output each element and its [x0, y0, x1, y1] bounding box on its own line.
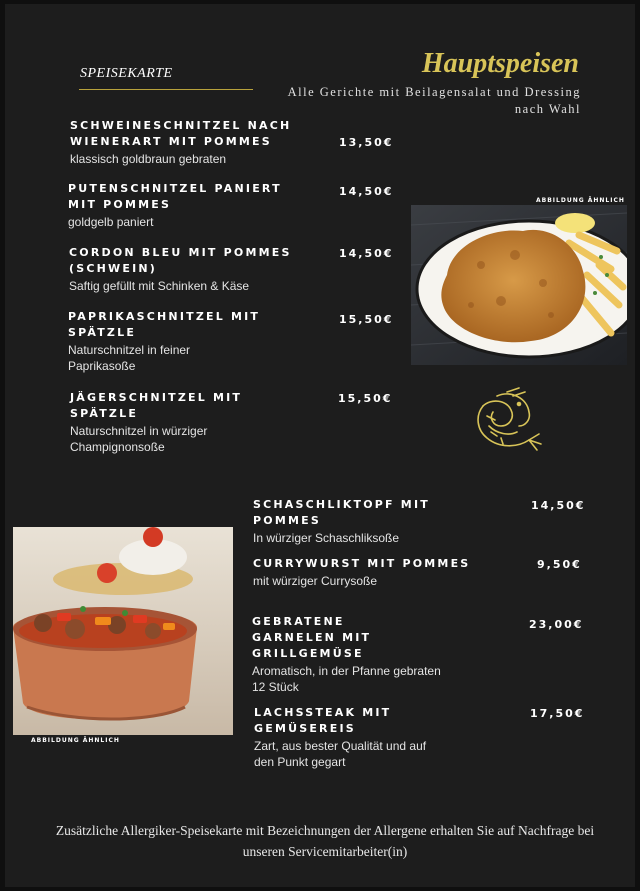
menu-item [254, 705, 494, 770]
menu-item [70, 118, 300, 167]
menu-item [253, 497, 493, 546]
menu-page [5, 4, 635, 887]
dish-description: Saftig gefüllt mit Schinken & Käse [69, 279, 250, 293]
dish-price: 9,50€ [537, 558, 582, 571]
dish-price: 13,50€ [339, 136, 394, 149]
menu-item [253, 556, 493, 589]
dish-price: 15,50€ [338, 392, 393, 405]
dish-description: Aromatisch, in der Pfanne gebraten 12 Stück [252, 664, 441, 694]
brand-underline [79, 89, 253, 90]
allergen-footer-note: Zusätzliche Allergiker-Speisekarte mit Bezeichnungen der Allergene erhalten Sie auf Nachfrage bei unseren Servicemitarbeiter(in) [55, 823, 595, 859]
dish-description: Naturschnitzel in würziger Champignonsoße [70, 424, 208, 454]
dish-name: CORDON BLEU MIT POMMES (SCHWEIN) [69, 246, 292, 275]
dish-price: 23,00€ [529, 618, 584, 631]
dish-name: PAPRIKASCHNITZEL MIT SPÄTZLE [68, 310, 261, 339]
dish-price: 14,50€ [339, 185, 394, 198]
dish-description: klassisch goldbraun gebraten [70, 152, 227, 166]
dish-name: PUTENSCHNITZEL PANIERT MIT POMMES [68, 182, 282, 211]
dish-description: goldgelb paniert [68, 215, 154, 229]
menu-item [252, 614, 462, 695]
page-title: Hauptspeisen [421, 48, 579, 79]
schnitzel-photo [411, 205, 627, 365]
dish-name: SCHWEINESCHNITZEL NACH WIENERART MIT POMMES [70, 119, 292, 148]
stew-photo [13, 527, 233, 735]
dish-name: JÄGERSCHNITZEL MIT SPÄTZLE [70, 391, 243, 420]
menu-item [68, 309, 268, 374]
menu-item [69, 245, 299, 294]
dish-name: SCHASCHLIKTOPF MIT POMMES [253, 498, 430, 527]
image-disclaimer: ABBILDUNG ÄHNLICH [31, 737, 120, 744]
dish-description: Zart, aus bester Qualität und auf den Punkt gegart [254, 739, 427, 769]
dish-description: mit würziger Currysoße [253, 574, 378, 588]
dish-name: LACHSSTEAK MIT GEMÜSEREIS [254, 706, 392, 735]
menu-brand-label: SPEISEKARTE [80, 66, 173, 81]
dish-price: 15,50€ [339, 313, 394, 326]
dish-name: GEBRATENE GARNELEN MIT GRILLGEMÜSE [252, 615, 372, 660]
dish-description: Naturschnitzel in feiner Paprikasoße [68, 343, 191, 373]
page-subtitle: Alle Gerichte mit Beilagensalat und Dressing nach Wahl [287, 85, 581, 116]
dish-name: CURRYWURST MIT POMMES [253, 557, 471, 570]
dish-price: 14,50€ [339, 247, 394, 260]
dish-price: 17,50€ [530, 707, 585, 720]
image-disclaimer: ABBILDUNG ÄHNLICH [536, 197, 625, 204]
shrimp-icon [467, 386, 547, 458]
menu-item [68, 181, 288, 230]
dish-price: 14,50€ [531, 499, 586, 512]
dish-description: In würziger Schaschliksoße [253, 531, 400, 545]
menu-item [70, 390, 310, 455]
